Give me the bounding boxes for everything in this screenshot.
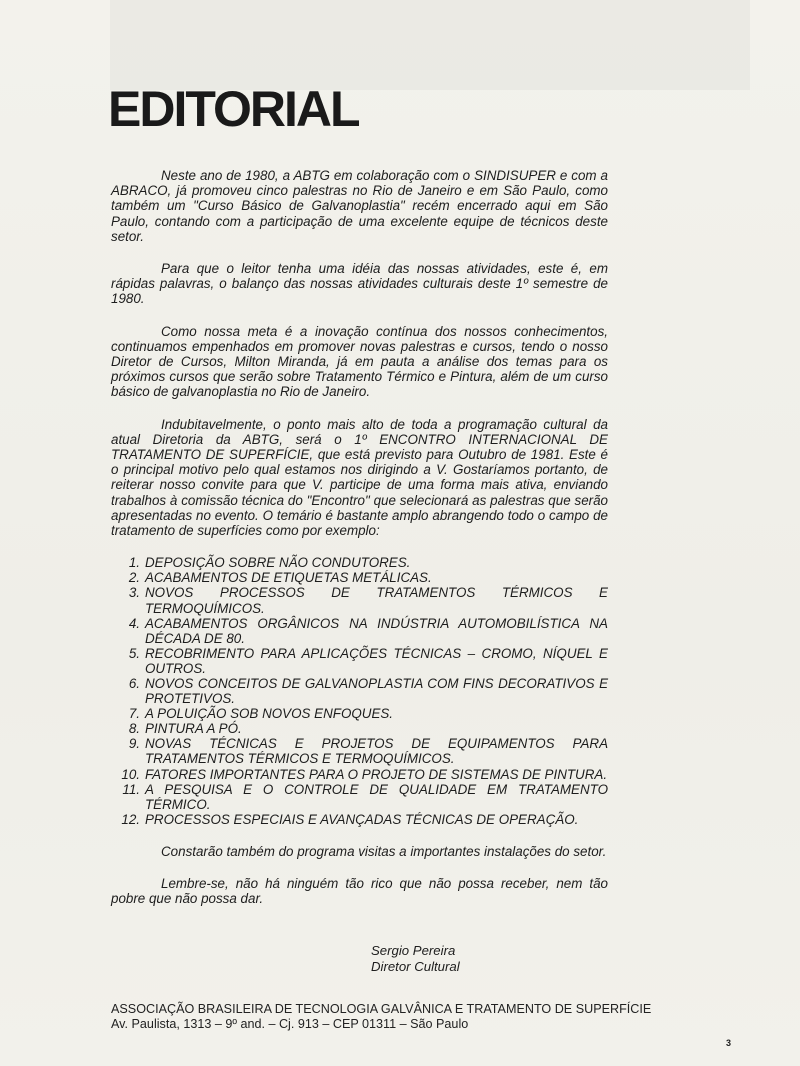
- page-number: 3: [726, 1038, 732, 1048]
- item-text: PROCESSOS ESPECIAIS E AVANÇADAS TÉCNICAS DE OPERAÇÃO.: [145, 811, 579, 827]
- list-item: [111, 616, 608, 646]
- item-text: PINTURA A PÓ.: [145, 721, 242, 737]
- item-text: NOVOS CONCEITOS DE GALVANOPLASTIA COM FINS DECORATIVOS E PROTETIVOS.: [145, 676, 608, 707]
- item-text: DEPOSIÇÃO SOBRE NÃO CONDUTORES.: [145, 555, 411, 571]
- background-showthrough: [110, 0, 750, 90]
- item-text: NOVOS PROCESSOS DE TRATAMENTOS TÉRMICOS E TERMOQUÍMICOS.: [145, 585, 608, 616]
- editorial-body: [111, 168, 608, 924]
- paragraph: Para que o leitor tenha uma idéia das nossas atividades, este é, em rápidas palavras, o balanço das nossas atividades culturais deste 1º semestre de 1980.: [111, 261, 608, 307]
- paragraph: Indubitavelmente, o ponto mais alto de toda a programação cultural da atual Diretoria da ABTG, será o 1º ENCONTRO INTERNACIONAL DE TRATAMENTO DE SUPERFÍCIE, que está previsto para Outubro de 1981. Este é o principal motivo pelo qual estamos nos dirigindo a V. Gostaríamos portanto, de reiterar nosso convite para que V. participe de uma forma mais ativa, enviando trabalhos à comissão técnica do "Encontro" que selecionará as palestras que serão apresentadas no evento. O temário é bastante amplo abrangendo todo o campo de tratamento de superfícies como por exemplo:: [111, 416, 608, 539]
- signature-role: Diretor Cultural: [371, 959, 460, 974]
- item-number: 2.: [128, 570, 140, 586]
- paragraph: Neste ano de 1980, a ABTG em colaboração com o SINDISUPER e com a ABRACO, já promoveu cinco palestras no Rio de Janeiro e em São Paulo, como também um "Curso Básico de Galvanoplastia" recém encerrado aqui em São Paulo, contando com a participação de uma excelente equipe de técnicos deste setor.: [111, 168, 608, 244]
- item-number: 4.: [128, 615, 140, 631]
- list-item: [111, 782, 608, 812]
- footer-address: Av. Paulista, 1313 – 9º and. – Cj. 913 – CEP 01311 – São Paulo: [111, 1017, 469, 1031]
- item-text: RECOBRIMENTO PARA APLICAÇÕES TÉCNICAS – CROMO, NÍQUEL E OUTROS.: [145, 645, 608, 676]
- page-title: EDITORIAL: [108, 81, 359, 137]
- item-text: ACABAMENTOS DE ETIQUETAS METÁLICAS.: [145, 570, 432, 586]
- item-number: 1.: [128, 555, 140, 571]
- list-item: [111, 721, 608, 736]
- item-text: A PESQUISA E O CONTROLE DE QUALIDADE EM TRATAMENTO TÉRMICO.: [145, 781, 608, 812]
- list-item: [111, 736, 608, 766]
- list-item: [111, 706, 608, 721]
- signature-block: [371, 943, 460, 975]
- signature-name: Sergio Pereira: [371, 943, 456, 958]
- item-number: 3.: [128, 585, 140, 601]
- item-number: 10.: [121, 766, 140, 782]
- list-item: [111, 585, 608, 615]
- item-number: 9.: [128, 736, 140, 752]
- list-item: [111, 767, 608, 782]
- list-item: [111, 570, 608, 585]
- item-text: FATORES IMPORTANTES PARA O PROJETO DE SISTEMAS DE PINTURA.: [145, 766, 608, 782]
- footer-organization: ASSOCIAÇÃO BRASILEIRA DE TECNOLOGIA GALVÂNICA E TRATAMENTO DE SUPERFÍCIE: [111, 1002, 652, 1016]
- list-item: [111, 646, 608, 676]
- item-number: 12.: [121, 811, 140, 827]
- paragraph: Constarão também do programa visitas a importantes instalações do setor.: [161, 843, 607, 859]
- paragraph: Como nossa meta é a inovação contínua dos nossos conhecimentos, continuamos empenhados em promover novas palestras e cursos, tendo o nosso Diretor de Cursos, Milton Miranda, já em pauta a análise dos temas para os próximos cursos que serão sobre Tratamento Térmico e Pintura, além de um curso básico de galvanoplastia no Rio de Janeiro.: [111, 323, 608, 400]
- item-text: A POLUIÇÃO SOB NOVOS ENFOQUES.: [145, 706, 394, 722]
- list-item: [111, 812, 608, 827]
- item-number: 11.: [122, 781, 140, 797]
- item-number: 8.: [128, 721, 140, 737]
- list-item: [111, 676, 608, 706]
- list-item: [111, 555, 608, 570]
- item-number: 6.: [128, 676, 140, 692]
- footer: [111, 1002, 681, 1032]
- item-number: 5.: [128, 645, 140, 661]
- item-text: ACABAMENTOS ORGÂNICOS NA INDÚSTRIA AUTOMOBILÍSTICA NA DÉCADA DE 80.: [145, 615, 608, 646]
- item-text: NOVAS TÉCNICAS E PROJETOS DE EQUIPAMENTOS PARA TRATAMENTOS TÉRMICOS E TERMOQUÍMICOS.: [145, 736, 608, 767]
- item-number: 7.: [128, 706, 140, 722]
- paragraph: Lembre-se, não há ninguém tão rico que não possa receber, nem tão pobre que não possa dar.: [111, 876, 608, 907]
- topic-list: [111, 555, 608, 827]
